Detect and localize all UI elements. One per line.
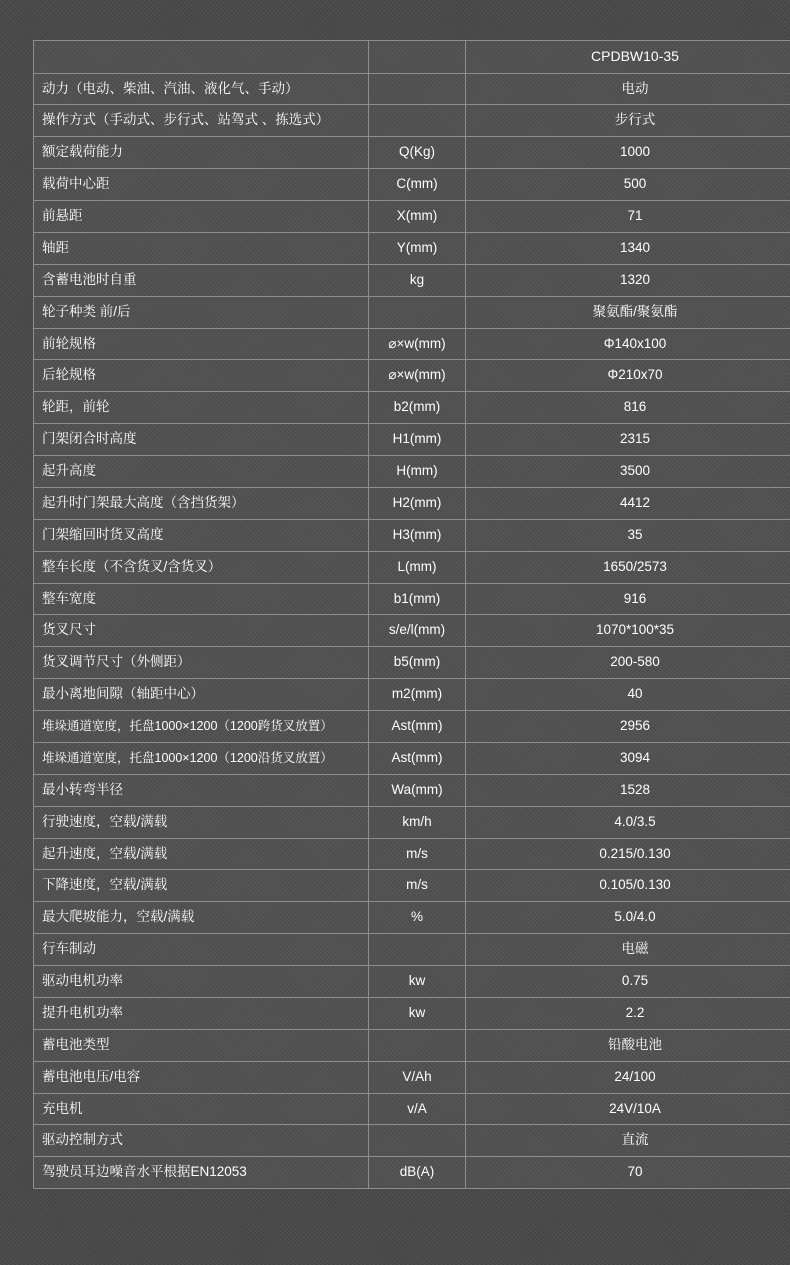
- spec-name-text: 行驶速度，空载/满载: [42, 813, 168, 829]
- spec-name-cell: [34, 711, 369, 743]
- spec-name-text: 载荷中心距: [42, 176, 110, 192]
- spec-name-text: 最小离地间隙（轴距中心）: [42, 686, 204, 702]
- spec-name-cell: [34, 73, 369, 105]
- spec-name-text: 整车宽度: [42, 590, 96, 606]
- spec-name-cell: [34, 392, 369, 424]
- spec-unit-cell: L(mm): [369, 551, 466, 583]
- table-row: [34, 997, 790, 1029]
- spec-name-cell: [34, 424, 369, 456]
- spec-name-text: 整车长度（不含货叉/含货叉）: [42, 558, 222, 574]
- header-name-cell: [34, 41, 369, 74]
- spec-value-cell: 1650/2573: [466, 551, 790, 583]
- spec-value-cell: 0.215/0.130: [466, 838, 790, 870]
- spec-value-cell: 24V/10A: [466, 1093, 790, 1125]
- table-header-row: [34, 41, 790, 74]
- spec-name-cell: [34, 328, 369, 360]
- spec-value-cell: 35: [466, 519, 790, 551]
- spec-name-text: 起升时门架最大高度（含挡货架）: [42, 494, 245, 510]
- spec-unit-cell: b2(mm): [369, 392, 466, 424]
- spec-name-cell: [34, 1093, 369, 1125]
- spec-name-cell: [34, 615, 369, 647]
- spec-unit-cell: kg: [369, 264, 466, 296]
- spec-name-cell: [34, 105, 369, 137]
- spec-name-cell: [34, 902, 369, 934]
- spec-name-cell: [34, 360, 369, 392]
- spec-value-cell: Φ210x70: [466, 360, 790, 392]
- table-row: [34, 806, 790, 838]
- spec-name-cell: [34, 456, 369, 488]
- table-row: [34, 838, 790, 870]
- spec-unit-cell: Ast(mm): [369, 711, 466, 743]
- spec-name-cell: [34, 679, 369, 711]
- spec-unit-cell: s/e/l(mm): [369, 615, 466, 647]
- spec-name-cell: [34, 487, 369, 519]
- spec-unit-cell: [369, 1125, 466, 1157]
- spec-name-text: 货叉尺寸: [42, 622, 96, 638]
- spec-name-cell: [34, 1125, 369, 1157]
- table-row: [34, 647, 790, 679]
- spec-value-cell: 3094: [466, 742, 790, 774]
- table-row: [34, 232, 790, 264]
- table-row: [34, 1029, 790, 1061]
- table-row: [34, 137, 790, 169]
- spec-name-text: 充电机: [42, 1100, 83, 1116]
- spec-name-cell: [34, 519, 369, 551]
- specification-table: [33, 40, 790, 1189]
- spec-unit-cell: [369, 1029, 466, 1061]
- spec-name-text: 蓄电池类型: [42, 1036, 110, 1052]
- spec-unit-cell: Y(mm): [369, 232, 466, 264]
- spec-unit-cell: m/s: [369, 838, 466, 870]
- spec-value-cell: 916: [466, 583, 790, 615]
- spec-value-cell: 1528: [466, 774, 790, 806]
- spec-value-cell: 铅酸电池: [466, 1029, 790, 1061]
- table-row: [34, 105, 790, 137]
- table-row: [34, 679, 790, 711]
- spec-value-cell: 1000: [466, 137, 790, 169]
- spec-unit-cell: v/A: [369, 1093, 466, 1125]
- table-row: [34, 424, 790, 456]
- spec-name-cell: [34, 838, 369, 870]
- table-row: [34, 870, 790, 902]
- spec-unit-cell: Q(Kg): [369, 137, 466, 169]
- spec-value-cell: 4412: [466, 487, 790, 519]
- spec-name-text: 提升电机功率: [42, 1004, 123, 1020]
- spec-value-cell: 1340: [466, 232, 790, 264]
- spec-name-text: 蓄电池电压/电容: [42, 1068, 141, 1084]
- table-row: [34, 360, 790, 392]
- table-row: [34, 296, 790, 328]
- spec-name-cell: [34, 1029, 369, 1061]
- spec-name-text: 最大爬坡能力，空载/满载: [42, 909, 195, 925]
- table-row: [34, 169, 790, 201]
- table-row: [34, 742, 790, 774]
- spec-name-cell: [34, 169, 369, 201]
- spec-unit-cell: Wa(mm): [369, 774, 466, 806]
- table-row: [34, 519, 790, 551]
- spec-unit-cell: b1(mm): [369, 583, 466, 615]
- spec-unit-cell: kw: [369, 997, 466, 1029]
- spec-value-cell: 200-580: [466, 647, 790, 679]
- table-row: [34, 392, 790, 424]
- spec-value-cell: 2315: [466, 424, 790, 456]
- spec-value-cell: 70: [466, 1157, 790, 1189]
- spec-unit-cell: H2(mm): [369, 487, 466, 519]
- spec-name-cell: [34, 583, 369, 615]
- spec-name-text: 驾驶员耳边噪音水平根据EN12053: [42, 1164, 247, 1180]
- spec-name-text: 操作方式（手动式、步行式、站驾式 、拣选式）: [42, 112, 330, 128]
- table-row: [34, 902, 790, 934]
- spec-value-cell: 5.0/4.0: [466, 902, 790, 934]
- spec-name-cell: [34, 201, 369, 233]
- spec-name-text: 驱动电机功率: [42, 973, 123, 988]
- table-row: [34, 583, 790, 615]
- spec-value-cell: 1070*100*35: [466, 615, 790, 647]
- spec-name-cell: [34, 137, 369, 169]
- table-row: [34, 456, 790, 488]
- spec-unit-cell: H1(mm): [369, 424, 466, 456]
- spec-value-cell: 0.105/0.130: [466, 870, 790, 902]
- spec-value-cell: 816: [466, 392, 790, 424]
- spec-name-cell: [34, 296, 369, 328]
- spec-name-text: 最小转弯半径: [42, 781, 123, 797]
- spec-value-cell: 500: [466, 169, 790, 201]
- spec-value-cell: 2956: [466, 711, 790, 743]
- table-row: [34, 328, 790, 360]
- spec-name-cell: [34, 966, 369, 998]
- spec-value-cell: 直流: [466, 1125, 790, 1157]
- spec-value-cell: 40: [466, 679, 790, 711]
- spec-name-text: 前轮规格: [42, 335, 96, 351]
- spec-unit-cell: kw: [369, 966, 466, 998]
- spec-unit-cell: V/Ah: [369, 1061, 466, 1093]
- spec-unit-cell: C(mm): [369, 169, 466, 201]
- table-row: [34, 1061, 790, 1093]
- spec-sheet: [33, 40, 755, 1189]
- header-unit-cell: [369, 41, 466, 74]
- spec-name-cell: [34, 774, 369, 806]
- spec-unit-cell: b5(mm): [369, 647, 466, 679]
- spec-unit-cell: [369, 296, 466, 328]
- spec-name-cell: [34, 264, 369, 296]
- table-row: [34, 774, 790, 806]
- spec-name-text: 门架缩回时货叉高度: [42, 526, 164, 542]
- table-row: [34, 711, 790, 743]
- spec-name-cell: [34, 1157, 369, 1189]
- spec-value-cell: 2.2: [466, 997, 790, 1029]
- table-row: [34, 264, 790, 296]
- spec-unit-cell: [369, 73, 466, 105]
- spec-name-text: 含蓄电池时自重: [42, 271, 137, 287]
- spec-name-text: 动力（电动、柴油、汽油、液化气、手动）: [42, 80, 299, 96]
- spec-unit-cell: H3(mm): [369, 519, 466, 551]
- spec-value-cell: 1320: [466, 264, 790, 296]
- spec-value-cell: 24/100: [466, 1061, 790, 1093]
- table-row: [34, 73, 790, 105]
- spec-name-cell: [34, 742, 369, 774]
- spec-name-text: 行车制动: [42, 941, 96, 957]
- spec-name-text: 门架闭合时高度: [42, 431, 137, 447]
- spec-name-cell: [34, 934, 369, 966]
- spec-name-text: 起升高度: [42, 463, 96, 478]
- spec-unit-cell: H(mm): [369, 456, 466, 488]
- spec-name-text: 堆垛通道宽度，托盘1000×1200（1200沿货叉放置）: [42, 750, 333, 765]
- spec-value-cell: 电磁: [466, 934, 790, 966]
- table-body: [34, 41, 790, 1189]
- spec-name-cell: [34, 551, 369, 583]
- spec-name-cell: [34, 870, 369, 902]
- spec-unit-cell: [369, 105, 466, 137]
- spec-name-text: 轴距: [42, 239, 69, 255]
- spec-name-cell: [34, 1061, 369, 1093]
- spec-value-cell: 步行式: [466, 105, 790, 137]
- table-row: [34, 966, 790, 998]
- spec-value-cell: 4.0/3.5: [466, 806, 790, 838]
- spec-unit-cell: dB(A): [369, 1157, 466, 1189]
- table-row: [34, 1125, 790, 1157]
- table-row: [34, 934, 790, 966]
- spec-unit-cell: m/s: [369, 870, 466, 902]
- spec-name-cell: [34, 806, 369, 838]
- spec-unit-cell: [369, 934, 466, 966]
- spec-value-cell: 聚氨酯/聚氨酯: [466, 296, 790, 328]
- spec-unit-cell: km/h: [369, 806, 466, 838]
- spec-value-cell: 0.75: [466, 966, 790, 998]
- table-row: [34, 551, 790, 583]
- table-row: [34, 1093, 790, 1125]
- spec-name-text: 额定载荷能力: [42, 144, 123, 160]
- spec-name-text: 轮距，前轮: [42, 399, 110, 415]
- spec-name-cell: [34, 647, 369, 679]
- table-row: [34, 487, 790, 519]
- spec-unit-cell: ⌀×w(mm): [369, 328, 466, 360]
- spec-name-text: 起升速度，空载/满载: [42, 845, 168, 861]
- table-row: [34, 615, 790, 647]
- spec-value-cell: 3500: [466, 456, 790, 488]
- spec-unit-cell: m2(mm): [369, 679, 466, 711]
- spec-name-text: 前悬距: [42, 208, 83, 223]
- spec-unit-cell: %: [369, 902, 466, 934]
- table-row: [34, 201, 790, 233]
- spec-name-text: 堆垛通道宽度，托盘1000×1200（1200跨货叉放置）: [42, 718, 333, 733]
- spec-name-cell: [34, 232, 369, 264]
- spec-unit-cell: Ast(mm): [369, 742, 466, 774]
- spec-name-text: 货叉调节尺寸（外侧距）: [42, 654, 191, 670]
- spec-name-text: 驱动控制方式: [42, 1132, 123, 1148]
- spec-value-cell: 71: [466, 201, 790, 233]
- table-row: [34, 1157, 790, 1189]
- spec-name-text: 下降速度，空载/满载: [42, 877, 168, 893]
- spec-unit-cell: X(mm): [369, 201, 466, 233]
- spec-name-text: 后轮规格: [42, 367, 96, 383]
- spec-name-text: 轮子种类 前/后: [42, 303, 131, 319]
- model-title: CPDBW10-35: [466, 41, 790, 74]
- spec-unit-cell: ⌀×w(mm): [369, 360, 466, 392]
- spec-name-cell: [34, 997, 369, 1029]
- spec-value-cell: Φ140x100: [466, 328, 790, 360]
- spec-value-cell: 电动: [466, 73, 790, 105]
